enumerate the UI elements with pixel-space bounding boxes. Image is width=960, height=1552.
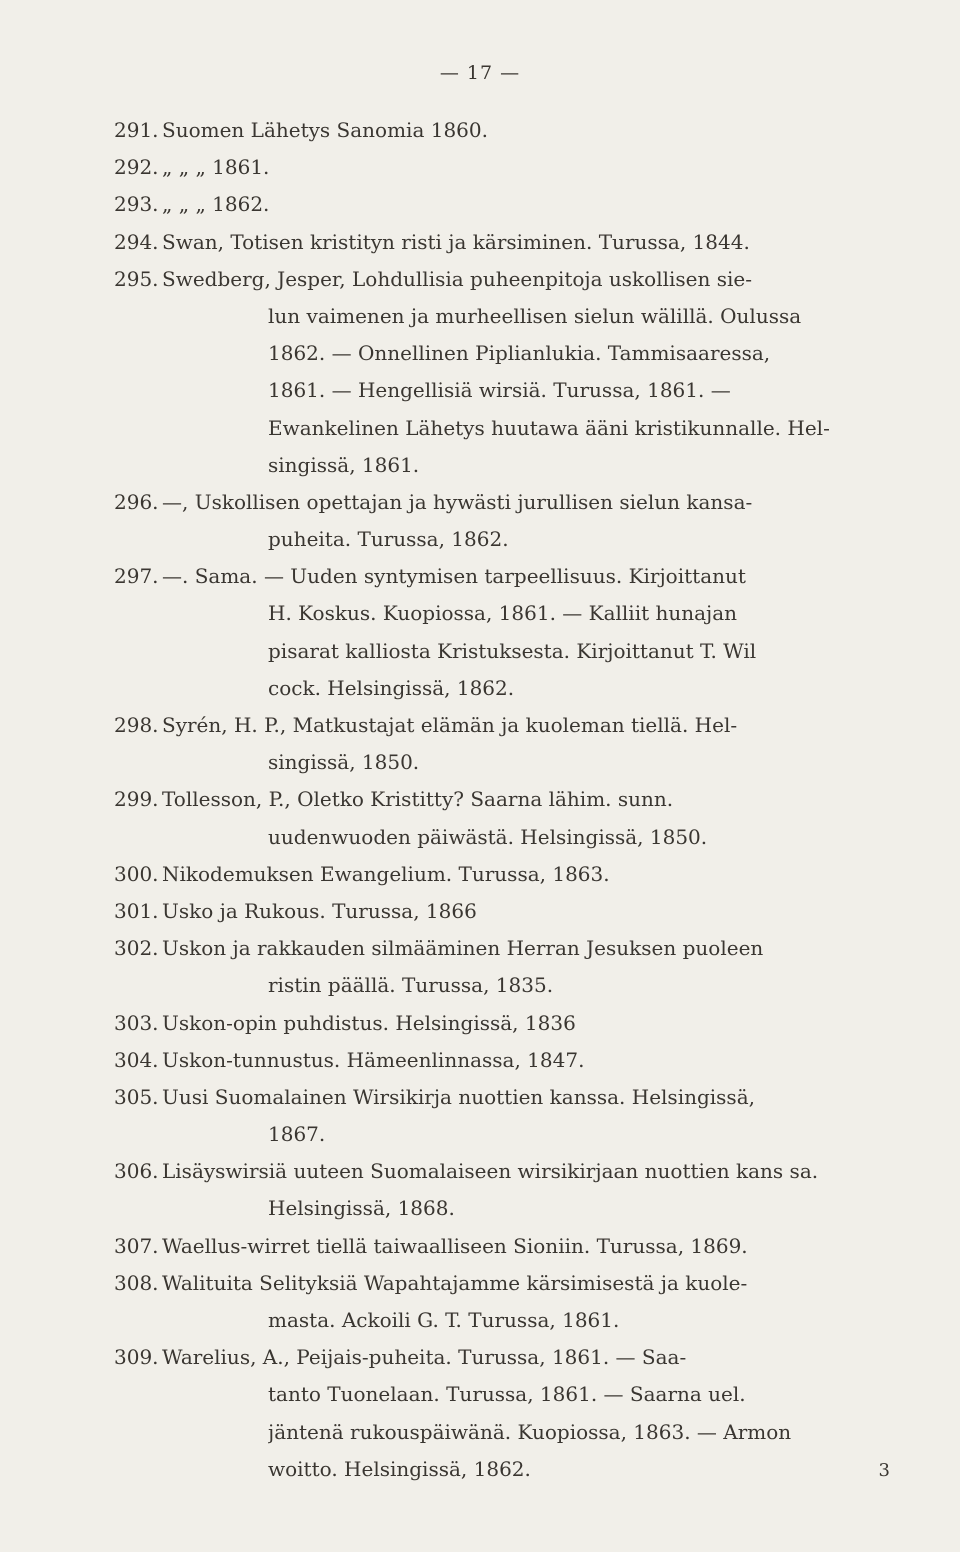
- entry-continuation: Helsingissä, 1868.: [268, 1196, 455, 1221]
- entry-line: [0, 1414, 960, 1451]
- entry-line: [0, 1302, 960, 1339]
- entry-line: [0, 967, 960, 1004]
- entry-line: [0, 819, 960, 856]
- entry-number: 306.: [114, 1159, 159, 1184]
- catalogue-entry: [0, 186, 960, 223]
- entry-number: 294.: [114, 229, 159, 254]
- entry-text: Walituita Selityksiä Wapahtajamme kärsimisestä ja kuole-: [162, 1270, 748, 1295]
- entry-line: [0, 856, 960, 893]
- entry-line: [0, 521, 960, 558]
- entry-line: [0, 335, 960, 372]
- entry-line: [0, 410, 960, 447]
- catalogue-entry: [0, 1228, 960, 1265]
- catalogue-entry: [0, 1005, 960, 1042]
- entry-number: 299.: [114, 787, 159, 812]
- catalogue-entry: [0, 112, 960, 149]
- entry-number: 296.: [114, 489, 159, 514]
- entry-text: Swan, Totisen kristityn risti ja kärsiminen. Turussa, 1844.: [162, 229, 750, 254]
- entry-text: Uskon-tunnustus. Hämeenlinnassa, 1847.: [162, 1047, 585, 1072]
- entry-line: [0, 186, 960, 223]
- entry-continuation: 1862. — Onnellinen Piplianlukia. Tammisaaressa,: [268, 341, 771, 366]
- entry-line: [0, 112, 960, 149]
- entry-continuation: lun vaimenen ja murheellisen sielun wälillä. Oulussa: [268, 303, 802, 328]
- entry-line: [0, 298, 960, 335]
- entry-continuation: pisarat kalliosta Kristuksesta. Kirjoittanut T. Wil: [268, 638, 757, 663]
- entry-line: [0, 1265, 960, 1302]
- entry-text: Tollesson, P., Oletko Kristitty? Saarna lähim. sunn.: [162, 787, 674, 812]
- entry-continuation: tanto Tuonelaan. Turussa, 1861. — Saarna uel.: [268, 1382, 746, 1407]
- catalogue-entry: [0, 781, 960, 855]
- entry-text: „ „ „ 1861.: [162, 155, 270, 180]
- entry-line: [0, 1079, 960, 1116]
- entry-line: [0, 1005, 960, 1042]
- entry-line: [0, 930, 960, 967]
- entry-line: [0, 447, 960, 484]
- entry-number: 304.: [114, 1047, 159, 1072]
- signature-mark: 3: [878, 1460, 890, 1481]
- catalogue-entry: [0, 558, 960, 707]
- entry-continuation: jäntenä rukouspäiwänä. Kuopiossa, 1863. — Armon: [268, 1419, 792, 1444]
- entry-number: 308.: [114, 1270, 159, 1295]
- entry-text: Usko ja Rukous. Turussa, 1866: [162, 898, 477, 923]
- entry-line: [0, 1042, 960, 1079]
- entry-continuation: cock. Helsingissä, 1862.: [268, 675, 515, 700]
- entry-line: [0, 1451, 960, 1488]
- entry-line: [0, 670, 960, 707]
- catalogue-entry: [0, 484, 960, 558]
- entry-text: —, Uskollisen opettajan ja hywästi jurullisen sielun kansa-: [162, 489, 753, 514]
- page-number: — 17 —: [439, 62, 521, 84]
- catalogue-entry: [0, 224, 960, 261]
- entry-line: [0, 707, 960, 744]
- entry-list: [0, 112, 960, 1488]
- entry-text: —. Sama. — Uuden syntymisen tarpeellisuus. Kirjoittanut: [162, 564, 746, 589]
- entry-number: 298.: [114, 713, 159, 737]
- entry-text: Swedberg, Jesper, Lohdullisia puheenpitoja uskollisen sie-: [162, 266, 752, 291]
- entry-line: [0, 1339, 960, 1376]
- entry-number: 302.: [114, 936, 159, 961]
- entry-text: Uusi Suomalainen Wirsikirja nuottien kanssa. Helsingissä,: [162, 1084, 755, 1109]
- entry-continuation: uudenwuoden päiwästä. Helsingissä, 1850.: [268, 824, 708, 849]
- entry-number: 291.: [114, 118, 159, 142]
- entry-line: [0, 633, 960, 670]
- entry-number: 300.: [114, 861, 159, 886]
- entry-line: [0, 893, 960, 930]
- catalogue-entry: [0, 930, 960, 1004]
- entry-continuation: 1867.: [268, 1122, 326, 1147]
- entry-text: Nikodemuksen Ewangelium. Turussa, 1863.: [162, 861, 610, 886]
- entry-number: 293.: [114, 192, 159, 217]
- catalogue-entry: [0, 1079, 960, 1153]
- entry-number: 295.: [114, 266, 159, 291]
- entry-line: [0, 149, 960, 186]
- entry-line: [0, 781, 960, 818]
- entry-continuation: masta. Ackoili G. T. Turussa, 1861.: [268, 1308, 620, 1332]
- entry-number: 305.: [114, 1084, 159, 1109]
- entry-continuation: ristin päällä. Turussa, 1835.: [268, 973, 554, 998]
- entry-number: 303.: [114, 1010, 159, 1035]
- entry-continuation: singissä, 1861.: [268, 452, 420, 477]
- entry-text: Warelius, A., Peijais-puheita. Turussa, 1861. — Saa-: [162, 1345, 687, 1370]
- catalogue-entry: [0, 149, 960, 186]
- entry-line: [0, 484, 960, 521]
- catalogue-entry: [0, 1153, 960, 1227]
- entry-line: [0, 558, 960, 595]
- entry-number: 309.: [114, 1345, 159, 1370]
- catalogue-entry: [0, 261, 960, 484]
- entry-text: Suomen Lähetys Sanomia 1860.: [162, 118, 488, 142]
- catalogue-entry: [0, 1265, 960, 1339]
- catalogue-entry: [0, 893, 960, 930]
- entry-line: [0, 744, 960, 781]
- entry-continuation: 1861. — Hengellisiä wirsiä. Turussa, 1861. —: [268, 378, 731, 403]
- entry-text: Waellus-wirret tiellä taiwaalliseen Sioniin. Turussa, 1869.: [162, 1233, 748, 1258]
- entry-line: [0, 1116, 960, 1153]
- entry-text: Uskon-opin puhdistus. Helsingissä, 1836: [162, 1010, 576, 1035]
- entry-number: 292.: [114, 155, 159, 180]
- catalogue-entry: [0, 856, 960, 893]
- entry-line: [0, 595, 960, 632]
- entry-text: „ „ „ 1862.: [162, 192, 270, 217]
- entry-continuation: H. Koskus. Kuopiossa, 1861. — Kalliit hunajan: [268, 601, 738, 626]
- catalogue-entry: [0, 1339, 960, 1488]
- entry-text: Syrén, H. P., Matkustajat elämän ja kuoleman tiellä. Hel-: [162, 713, 738, 737]
- entry-line: [0, 1228, 960, 1265]
- entry-line: [0, 224, 960, 261]
- entry-continuation: woitto. Helsingissä, 1862.: [268, 1456, 531, 1481]
- entry-text: Uskon ja rakkauden silmääminen Herran Jesuksen puoleen: [162, 936, 764, 961]
- entry-continuation: Ewankelinen Lähetys huutawa ääni kristikunnalle. Hel-: [268, 415, 830, 440]
- entry-number: 297.: [114, 564, 159, 589]
- entry-continuation: singissä, 1850.: [268, 750, 420, 775]
- entry-line: [0, 261, 960, 298]
- entry-number: 301.: [114, 898, 159, 923]
- catalogue-entry: [0, 707, 960, 781]
- entry-continuation: puheita. Turussa, 1862.: [268, 527, 509, 552]
- entry-line: [0, 1376, 960, 1413]
- entry-line: [0, 372, 960, 409]
- entry-number: 307.: [114, 1233, 159, 1258]
- entry-line: [0, 1153, 960, 1190]
- entry-text: Lisäyswirsiä uuteen Suomalaiseen wirsikirjaan nuottien kans sa.: [162, 1159, 819, 1184]
- catalogue-entry: [0, 1042, 960, 1079]
- entry-line: [0, 1190, 960, 1227]
